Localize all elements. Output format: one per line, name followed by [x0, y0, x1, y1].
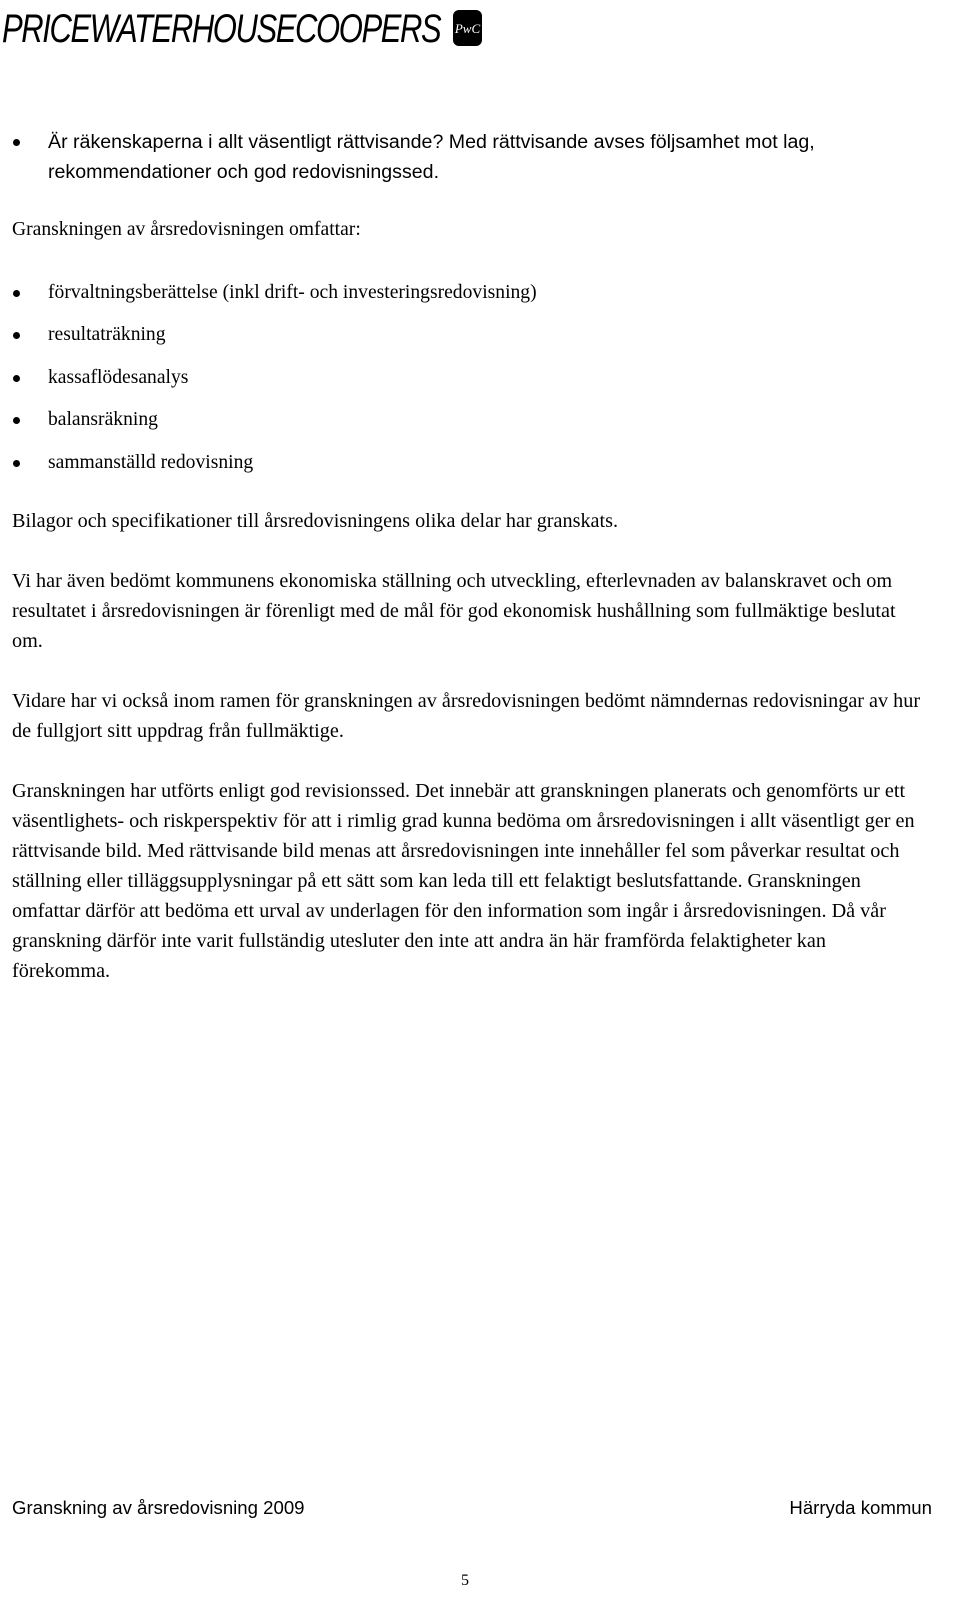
paragraph-audit-standard: Granskningen har utförts enligt god revisionssed. Det innebär att granskningen planerats och genomförts ur ett väsentlighets- och riskperspektiv för att i rimlig grad kunna bedöma om årsredovisningen i allt väsentligt ger en rättvisande bild. Med rättvisande bild menas att årsredovisningen inte innehåller fel som påverkar resultat och ställning eller tilläggsupplysningar på ett sätt som kan leda till ett felaktigt beslutsfattande. Granskningen omfattar därför att bedöma ett urval av underlagen för den information som ingår i årsredovisningen. Då vår granskning därför inte varit fullständig utesluter den inte att andra än här framförda felaktigheter kan förekomma. [12, 780, 915, 982]
logo-seal-icon [452, 9, 483, 47]
list-item-text: sammanställd redovisning [48, 452, 254, 473]
list-item-text: förvaltningsberättelse (inkl drift- och investeringsredovisning) [48, 282, 537, 303]
list-item-text: balansräkning [48, 409, 158, 430]
bullet-icon [13, 139, 20, 146]
page-number: 5 [461, 1572, 469, 1589]
bullet-icon [13, 290, 20, 297]
list-item-text: resultaträkning [48, 324, 166, 345]
bullet-icon [13, 417, 20, 424]
bullet-icon [13, 332, 20, 339]
footer-organization: Härryda kommun [789, 1497, 932, 1518]
footer-title: Granskning av årsredovisning 2009 [12, 1497, 305, 1518]
logo-wordmark: PRICEWATERHOUSECOOPERS [2, 5, 441, 51]
list-item-text: kassaflödesanalys [48, 367, 189, 388]
scope-intro: Granskningen av årsredovisningen omfattar: [12, 219, 361, 240]
paragraph-committees: Vidare har vi också inom ramen för granskningen av årsredovisningen bedömt nämndernas redovisningar av hur de fullgjort sitt uppdrag från fullmäktige. [12, 690, 921, 742]
bullet-icon [13, 375, 20, 382]
paragraph-appendices: Bilagor och specifikationer till årsredovisningens olika delar har granskats. [12, 510, 619, 532]
paragraph-financial-position: Vi har även bedömt kommunens ekonomiska ställning och utveckling, efterlevnaden av balanskravet och om resultatet i årsredovisningen är förenligt med de mål för god ekonomisk hushållning som fullmäktige beslutat om. [12, 570, 896, 652]
bullet-icon [13, 460, 20, 467]
list-item-text: Är räkenskaperna i allt väsentligt rättvisande? Med rättvisande avses följsamhet mot lag, rekommendationer och god redovisningssed. [48, 131, 815, 183]
company-logo [2, 6, 483, 50]
logo-seal-text: PwC [455, 21, 481, 36]
